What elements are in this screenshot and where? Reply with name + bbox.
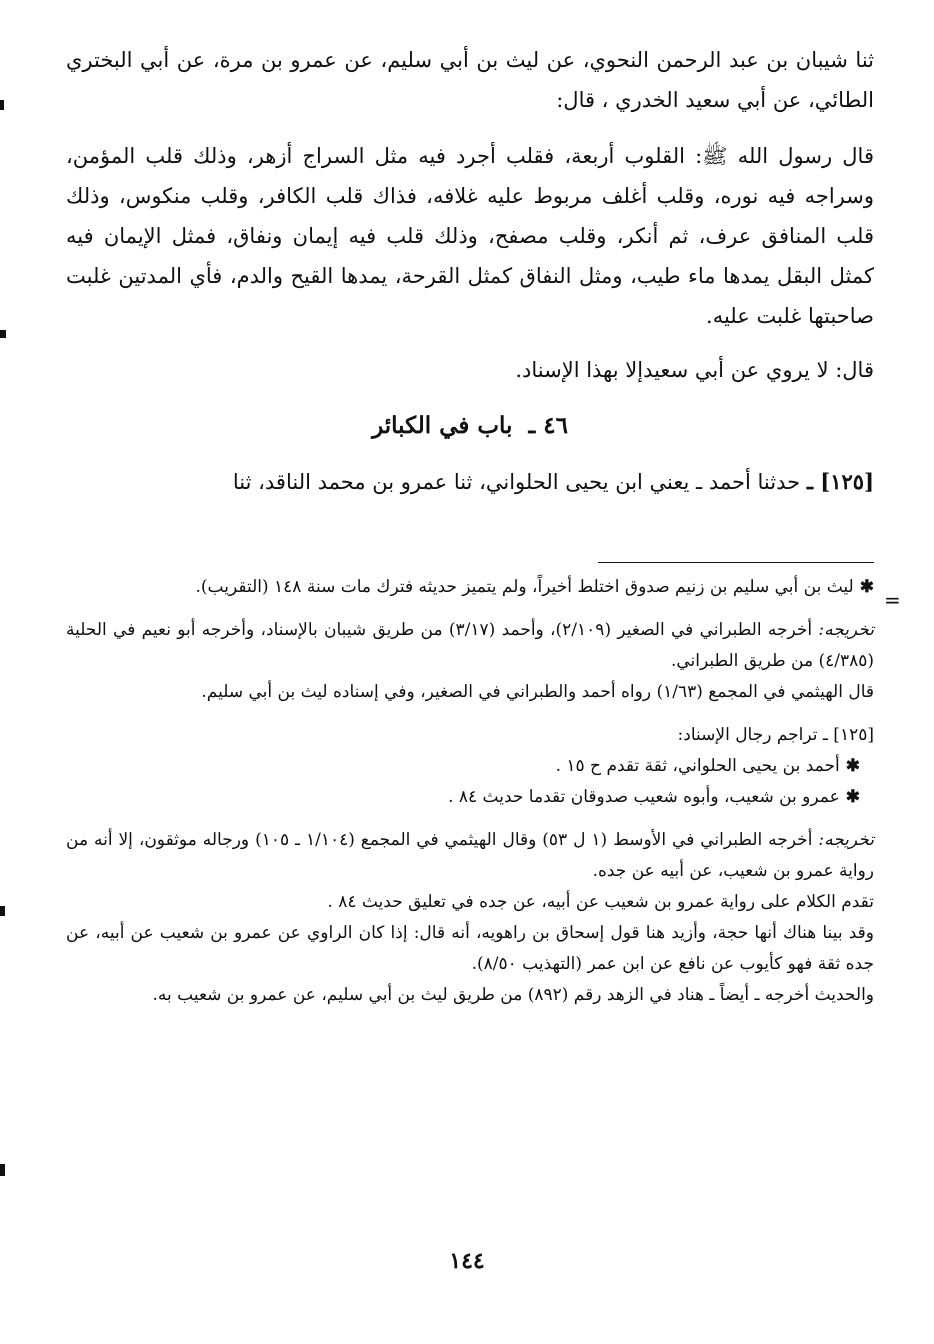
qala-paragraph: قال: لا يروي عن أبي سعيدإلا بهذا الإسناد. bbox=[515, 358, 874, 382]
asterisk-icon: ✱ bbox=[845, 787, 860, 807]
chapter-title: باب في الكبائر bbox=[372, 412, 513, 439]
scan-mark bbox=[0, 1164, 5, 1176]
tarajim-item-1 bbox=[66, 751, 874, 782]
takhrij-2a bbox=[66, 825, 874, 887]
tarajim-item-1-text: أحمد بن يحيى الحلواني، ثقة تقدم ح ١٥ . bbox=[555, 756, 840, 776]
tarajim-heading bbox=[66, 720, 874, 751]
footnote-layth bbox=[66, 572, 874, 603]
chapter-heading bbox=[66, 408, 874, 444]
takhrij-1a bbox=[66, 615, 874, 677]
tarajim-ref: [١٢٥] ـ bbox=[822, 725, 874, 745]
takhrij-2d: والحديث أخرجه ـ أيضاً ـ هناد في الزهد رقم (٨٩٢) من طريق ليث بن أبي سليم، عن عمرو بن شعيب به. bbox=[152, 985, 874, 1005]
scan-mark bbox=[0, 100, 4, 110]
hadith-number: [١٢٥] ـ bbox=[806, 469, 874, 494]
takhrij-1b: قال الهيثمي في المجمع (١/٦٣) رواه أحمد والطبراني في الصغير، وفي إسناده ليث بن أبي سليم. bbox=[201, 682, 874, 702]
chapter-number: ٤٦ ـ bbox=[528, 412, 568, 439]
page-number: ١٤٤ bbox=[449, 1248, 485, 1274]
scan-mark bbox=[0, 330, 6, 338]
asterisk-icon: ✱ bbox=[845, 756, 860, 776]
margin-mark: = bbox=[884, 588, 901, 612]
footnote-divider bbox=[598, 562, 874, 563]
tarajim-item-2-text: عمرو بن شعيب، وأبوه شعيب صدوقان تقدما حديث ٨٤ . bbox=[448, 787, 840, 807]
footnote-layth-text: ليث بن أبي سليم بن زنيم صدوق اختلط أخيراً، ولم يتميز حديثه فترك مات سنة ١٤٨ (التقريب). bbox=[195, 577, 854, 597]
hadith-125-text: حدثنا أحمد ـ يعني ابن يحيى الحلواني، ثنا عمرو بن محمد الناقد، ثنا bbox=[232, 470, 801, 494]
main-text bbox=[66, 40, 874, 502]
scan-mark bbox=[0, 906, 5, 916]
takhrij-2a-text: أخرجه الطبراني في الأوسط (١ ل ٥٣) وقال الهيثمي في المجمع (١/١٠٤ ـ ١٠٥) ورجاله موثقون، إلا أنه من رواية عمرو بن شعيب، عن أبيه عن جده. bbox=[66, 830, 874, 881]
hadith-paragraph: قال رسول الله ﷺ: القلوب أربعة، فقلب أجرد فيه مثل السراج أزهر، وذلك قلب المؤمن، وسراجه فيه نوره، وقلب أغلف مربوط عليه غلافه، فذاك قلب الكافر، وقلب منكوس، وذلك قلب المنافق عرف، ثم أنكر، وقلب مصفح، وذلك قلب فيه إيمان ونفاق، فمثل الإيمان فيه كمثل البقل يمدها ماء طيب، ومثل النفاق كمثل القرحة، يمدها القيح والدم، فأي المدتين غلبت صاحبتها غلبت عليه. bbox=[66, 144, 874, 328]
takhrij-label: تخريجه: bbox=[818, 620, 875, 640]
takhrij-1a-text: أخرجه الطبراني في الصغير (٢/١٠٩)، وأحمد (٣/١٧) من طريق شيبان بالإسناد، وأخرجه أبو نعيم في الحلية (٤/٣٨٥) من طريق الطبراني. bbox=[66, 620, 874, 671]
tarajim-item-2 bbox=[66, 782, 874, 813]
footnotes bbox=[66, 572, 874, 1011]
takhrij-2c: وقد بينا هناك أنها حجة، وأزيد هنا قول إسحاق بن راهويه، أنه قال: إذا كان الراوي عن عمرو بن شعيب عن أبيه، عن جده ثقة فهو كأيوب عن نافع عن ابن عمر (التهذيب ٨/٥٠). bbox=[66, 923, 874, 974]
takhrij-2b: تقدم الكلام على رواية عمرو بن شعيب عن أبيه، عن جده في تعليق حديث ٨٤ . bbox=[327, 892, 874, 912]
tarajim-label: تراجم رجال الإسناد: bbox=[677, 725, 818, 745]
asterisk-icon: ✱ bbox=[859, 577, 874, 597]
isnad-paragraph: ثنا شيبان بن عبد الرحمن النحوي، عن ليث بن أبي سليم، عن عمرو بن مرة، عن أبي البختري الطائي، عن أبي سعيد الخدري ، قال: bbox=[66, 48, 874, 112]
takhrij-label: تخريجه: bbox=[818, 830, 874, 850]
hadith-125-lead bbox=[66, 462, 874, 502]
